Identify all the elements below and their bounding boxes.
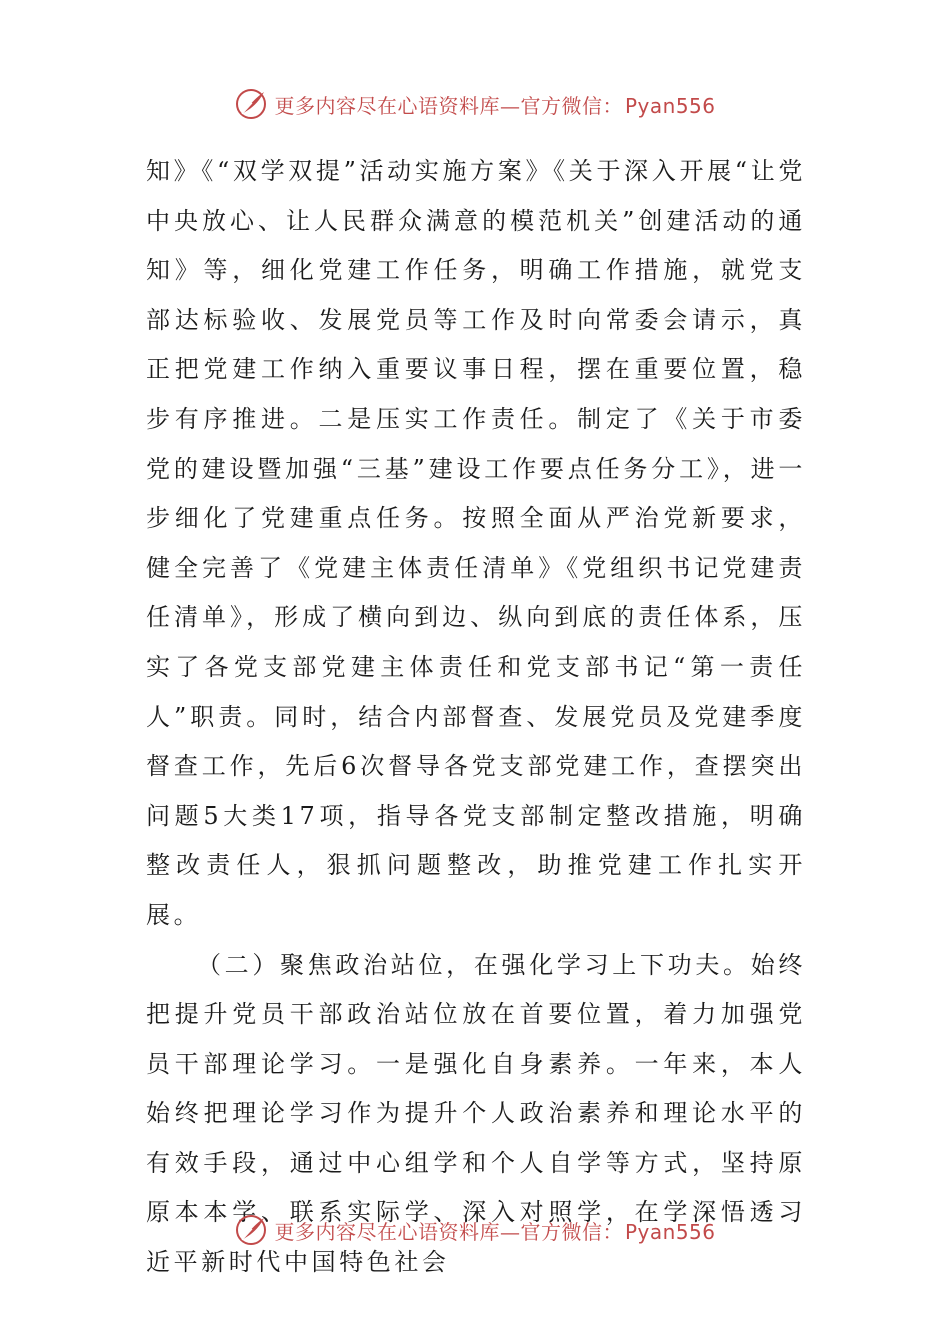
footer-banner-title: 更多内容尽在心语资料库—官方微信：: [274, 1219, 623, 1244]
footer-banner: [0, 1210, 950, 1250]
header-wechat-id: Pyan556: [624, 93, 716, 118]
header-banner-title: 更多内容尽在心语资料库—官方微信：: [274, 93, 623, 118]
body-paragraph-1: 知》《“双学双提”活动实施方案》《关于深入开展“让党中央放心、让人民群众满意的模范机关”创建活动的通知》等，细化党建工作任务，明确工作措施，就党支部达标验收、发展党员等工作及时向常委会请示，真正把党建工作纳入重要议事日程，摆在重要位置，稳步有序推进。二是压实工作责任。制定了《关于市委党的建设暨加强“三基”建设工作要点任务分工》，进一步细化了党建重点任务。按照全面从严治党新要求，健全完善了《党建主体责任清单》《党组织书记党建责任清单》，形成了横向到边、纵向到底的责任体系，压实了各党支部党建主体责任和党支部书记“第一责任人”职责。同时，结合内部督查、发展党员及党建季度督查工作，先后6次督导各党支部党建工作，查摆突出问题5大类17项，指导各党支部制定整改措施，明确整改责任人，狠抓问题整改，助推党建工作扎实开展。: [146, 157, 806, 929]
header-banner: [0, 84, 950, 124]
header-banner-text: [274, 90, 715, 119]
document-body: [146, 147, 806, 1288]
feather-pen-logo-icon: [234, 87, 268, 121]
body-paragraph-2: （二）聚焦政治站位，在强化学习上下功夫。始终把提升党员干部政治站位放在首要位置，着力加强党员干部理论学习。一是强化自身素养。一年来，本人始终把理论学习作为提升个人政治素养和理论水平的有效手段，通过中心组学和个人自学等方式，坚持原原本本学、联系实际学、深入对照学，在学深悟透习近平新时代中国特色社会: [146, 950, 806, 1277]
footer-banner-text: [274, 1216, 715, 1245]
footer-wechat-id: Pyan556: [624, 1219, 716, 1244]
feather-pen-logo-icon: [234, 1213, 268, 1247]
